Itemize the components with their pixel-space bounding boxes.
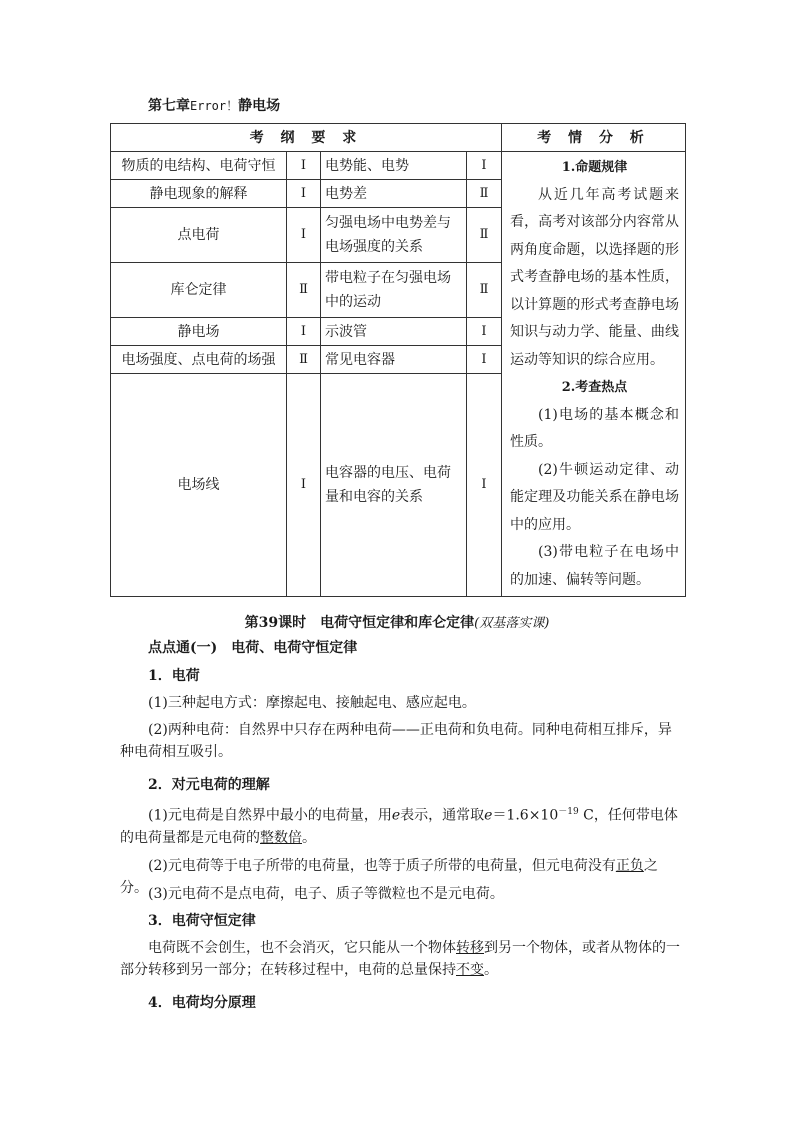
heading-conservation: 3．电荷守恒定律 — [148, 913, 256, 929]
heading-elementary-charge: 2．对元电荷的理解 — [148, 777, 270, 793]
header-analysis: 考 情 分 析 — [502, 124, 686, 152]
item-cell: 电场线 — [111, 374, 287, 597]
level-cell: Ⅱ — [467, 263, 502, 318]
heading-charge: 1．电荷 — [148, 668, 200, 684]
item-cell: 电势能、电势 — [321, 152, 467, 180]
item-cell: 电场强度、点电荷的场强 — [111, 346, 287, 374]
item-cell: 常见电容器 — [321, 346, 467, 374]
header-syllabus: 考 纲 要 求 — [111, 124, 502, 152]
level-cell: Ⅱ — [467, 180, 502, 208]
level-cell: Ⅱ — [287, 346, 321, 374]
paragraph: (3)元电荷不是点电荷，电子、质子等微粒也不是元电荷。 — [148, 886, 504, 902]
item-cell: 带电粒子在匀强电场中的运动 — [321, 263, 467, 318]
paragraph: (2)两种电荷：自然界中只存在两种电荷——正电荷和负电荷。同种电荷相互排斥，异种电荷相互吸引。 — [120, 722, 672, 760]
level-cell: Ⅰ — [467, 346, 502, 374]
item-cell: 示波管 — [321, 318, 467, 346]
level-cell: Ⅰ — [287, 208, 321, 263]
item-cell: 匀强电场中电势差与电场强度的关系 — [321, 208, 467, 263]
level-cell: Ⅰ — [467, 152, 502, 180]
chapter-title: 第七章Error！静电场 — [148, 98, 281, 114]
analysis-paragraph: (1)电场的基本概念和性质。 — [510, 406, 679, 450]
heading-charge-sharing: 4．电荷均分原理 — [148, 995, 256, 1011]
item-cell: 物质的电结构、电荷守恒 — [111, 152, 287, 180]
level-cell: Ⅱ — [467, 208, 502, 263]
paragraph: (1)三种起电方式：摩擦起电、接触起电、感应起电。 — [148, 695, 476, 711]
table-row — [111, 152, 686, 180]
item-cell: 电容器的电压、电荷量和电容的关系 — [321, 374, 467, 597]
analysis-paragraph: (3)带电粒子在电场中的加速、偏转等问题。 — [510, 544, 679, 588]
level-cell: Ⅰ — [287, 180, 321, 208]
syllabus-table — [110, 123, 686, 597]
analysis-heading: 1.命题规律 — [561, 160, 628, 175]
paragraph: (1)元电荷是自然界中最小的电荷量，用e表示，通常取$e=1.6\times 10^{-19}$ C，任何带电体的电荷量都是元电荷的整数倍。 — [120, 807, 678, 846]
lesson-subtitle: (双基落实课) — [474, 616, 550, 631]
item-cell: 静电场 — [111, 318, 287, 346]
error-marker: Error！ — [190, 99, 239, 113]
analysis-paragraph: (2)牛顿运动定律、动能定理及功能关系在静电场中的应用。 — [510, 461, 679, 533]
item-cell: 库仑定律 — [111, 263, 287, 318]
level-cell: Ⅱ — [287, 263, 321, 318]
analysis-heading: 2.考查热点 — [561, 380, 628, 395]
table-header-row — [111, 124, 686, 152]
item-cell: 电势差 — [321, 180, 467, 208]
level-cell: Ⅰ — [287, 152, 321, 180]
lesson-title: 第39课时 电荷守恒定律和库仑定律(双基落实课) — [244, 615, 550, 631]
level-cell: Ⅰ — [467, 318, 502, 346]
level-cell: Ⅰ — [287, 374, 321, 597]
paragraph: 电荷既不会创生，也不会消灭，它只能从一个物体转移到另一个物体，或者从物体的一部分转移到另一部分；在转移过程中，电荷的总量保持不变。 — [120, 940, 680, 978]
item-cell: 静电现象的解释 — [111, 180, 287, 208]
level-cell: Ⅰ — [467, 374, 502, 597]
item-cell: 点电荷 — [111, 208, 287, 263]
analysis-cell — [502, 152, 686, 597]
paragraph: (2)元电荷等于电子所带的电荷量，也等于质子所带的电荷量，但元电荷没有正负之分。 — [120, 858, 658, 896]
section-title: 点点通(一) 电荷、电荷守恒定律 — [148, 640, 358, 656]
level-cell: Ⅰ — [287, 318, 321, 346]
analysis-paragraph: 从近几年高考试题来看，高考对该部分内容常从两角度命题，以选择题的形式考查静电场的基本性质，以计算题的形式考查静电场知识与动力学、能量、曲线运动等知识的综合应用。 — [510, 186, 679, 368]
